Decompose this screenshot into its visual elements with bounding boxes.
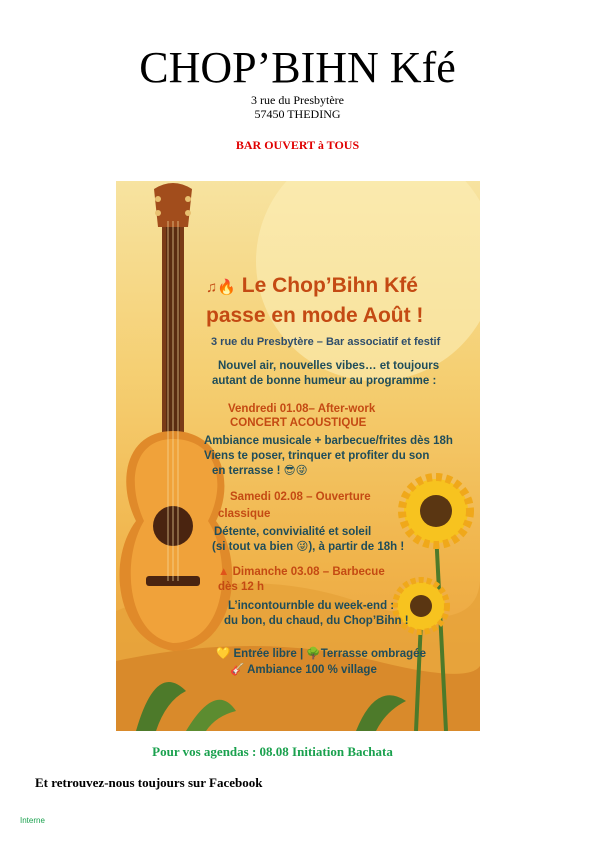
event3-line2: du bon, du chaud, du Chop’Bihn !	[224, 615, 409, 627]
music-fire-icon: ♫🔥	[206, 279, 236, 296]
event2-line1: Détente, convivialité et soleil	[214, 526, 372, 538]
address-city: 57450 THEDING	[254, 107, 341, 121]
poster-headline-line1: ♫🔥 Le Chop’Bihn Kfé	[206, 274, 418, 297]
event3-line1: L’incontournble du week-end :	[228, 600, 395, 612]
address-street: 3 rue du Presbytère	[251, 93, 344, 107]
poster-intro-line1: Nouvel air, nouvelles vibes… et toujours	[218, 360, 440, 372]
event3-title-line2: dès 12 h	[218, 581, 265, 593]
agenda-note: Pour vos agendas : 08.08 Initiation Bachata	[152, 744, 393, 759]
event3-title-line1: ▲ Dimanche 03.08 – Barbecue	[218, 566, 385, 578]
poster-footer-line2: 🎸 Ambiance 100 % village	[230, 664, 377, 676]
event2-title-line2: classique	[218, 508, 271, 520]
event1-line2: Viens te poser, trinquer et profiter du son	[204, 450, 430, 462]
event2-line2: (si tout va bien 😜), à partir de 18h !	[212, 541, 405, 553]
poster-subtitle: 3 rue du Presbytère – Bar associatif et festif	[211, 336, 441, 348]
event1-title-line1: Vendredi 01.08– After-work	[228, 403, 376, 415]
event2-title-line1: Samedi 02.08 – Ouverture	[230, 491, 371, 503]
event-poster	[116, 181, 480, 731]
fire-icon: ▲	[218, 566, 230, 578]
bar-open-notice: BAR OUVERT à TOUS	[235, 138, 360, 152]
guitar-icon	[119, 183, 232, 651]
poster-footer-line1: 💛 Entrée libre | 🌳Terrasse ombragée	[216, 648, 426, 660]
poster-intro-line2: autant de bonne humeur au programme :	[212, 375, 437, 387]
page-title: CHOP’BIHN Kfé	[139, 43, 456, 92]
event1-line1: Ambiance musicale + barbecue/frites dès 18h	[204, 435, 453, 447]
poster-headline-line2: passe en mode Août !	[206, 304, 424, 327]
classification-label: Interne	[20, 816, 45, 825]
event1-title-line2: CONCERT ACOUSTIQUE	[230, 417, 367, 429]
event1-line3: en terrasse ! 😎😜	[212, 465, 308, 477]
facebook-note: Et retrouvez-nous toujours sur Facebook	[35, 775, 263, 790]
